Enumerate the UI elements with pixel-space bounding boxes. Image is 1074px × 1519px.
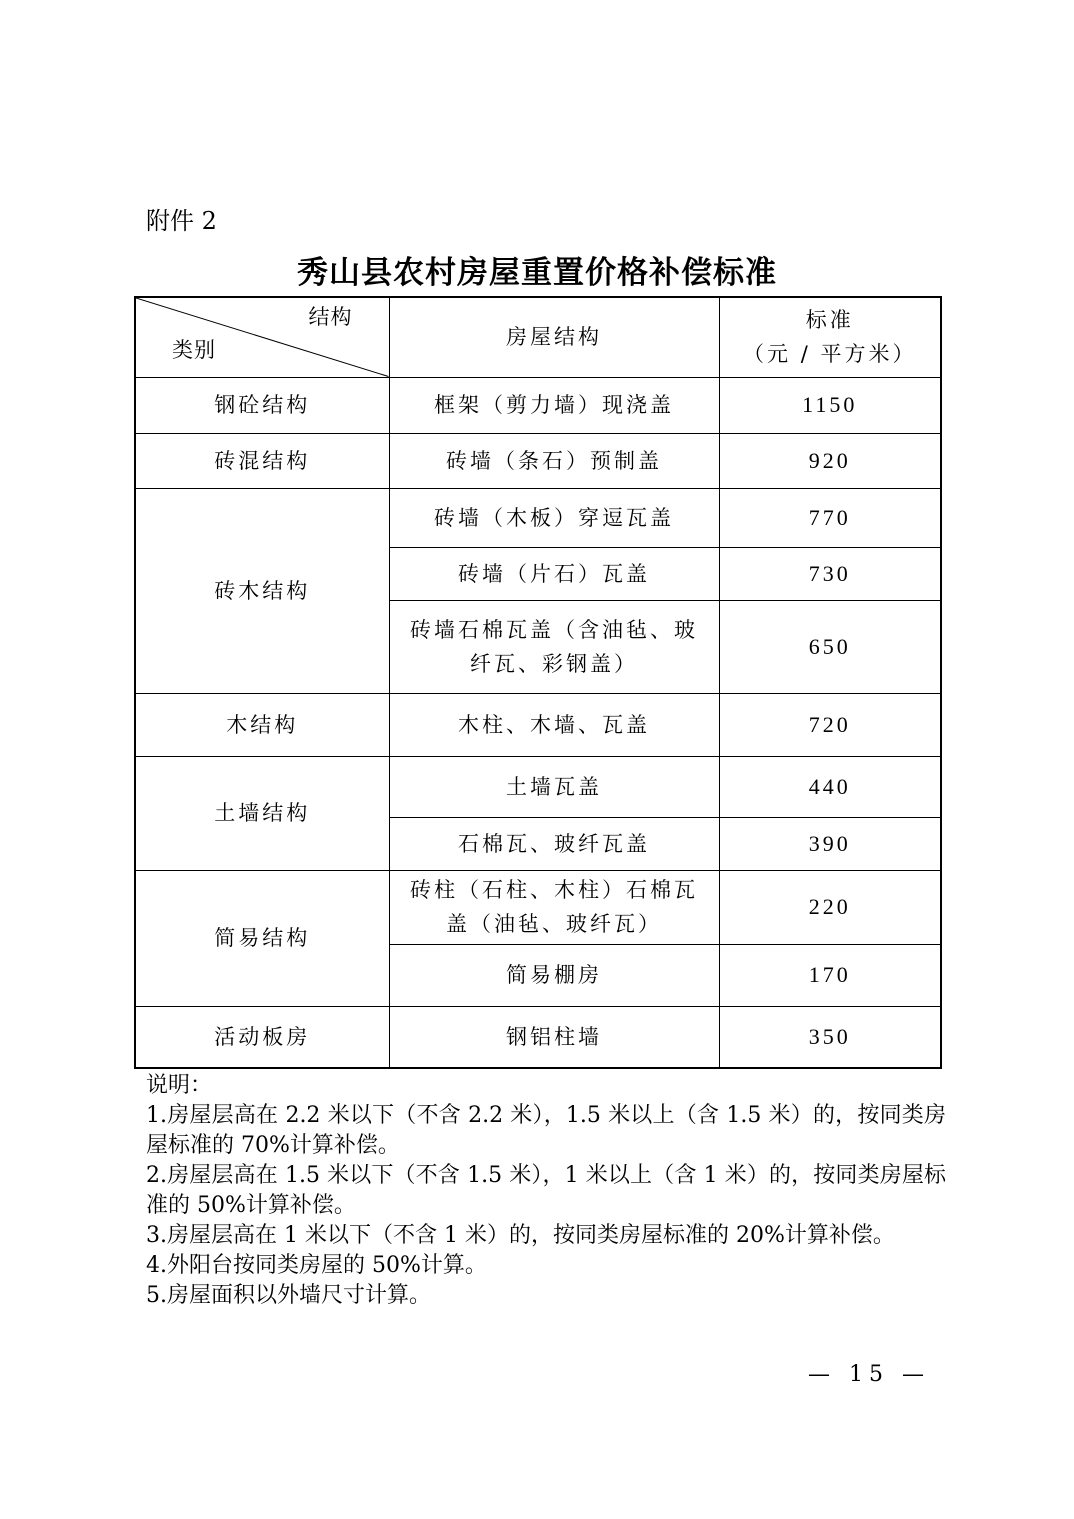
structure-cell: 石棉瓦、玻纤瓦盖: [389, 817, 719, 870]
structure-cell: 框架（剪力墙）现浇盖: [389, 377, 719, 433]
note-item: 4.外阳台按同类房屋的 50%计算。: [146, 1253, 487, 1278]
diagonal-header-cell: [135, 297, 389, 377]
price-cell: 730: [719, 547, 941, 600]
table-row: [135, 870, 941, 944]
header-standard-unit: （元 / 平方米）: [743, 342, 917, 367]
header-category-label: 类别: [172, 337, 216, 362]
document-title: 秀山县农村房屋重置价格补偿标准: [297, 255, 777, 291]
price-cell: 390: [719, 817, 941, 870]
structure-line: 盖（油毡、玻纤瓦）: [446, 912, 662, 936]
header-standard: [719, 297, 941, 377]
category-cell: 木结构: [135, 693, 389, 756]
structure-cell: 钢铝柱墙: [389, 1006, 719, 1068]
structure-line: 纤瓦、彩钢盖）: [470, 651, 638, 676]
price-cell: 1150: [719, 377, 941, 433]
structure-line: 砖柱（石柱、木柱）石棉瓦: [410, 878, 698, 902]
table-row: [135, 377, 941, 433]
header-house-structure: 房屋结构: [389, 297, 719, 377]
note-item: 2.房屋层高在 1.5 米以下（不含 1.5 米），1 米以上（含 1 米）的，按同类房屋标准的 50%计算补偿。: [146, 1163, 946, 1218]
notes-section: [146, 1071, 946, 1311]
price-cell: 770: [719, 488, 941, 547]
table-row: [135, 488, 941, 547]
category-cell: 活动板房: [135, 1006, 389, 1068]
category-cell: 钢砼结构: [135, 377, 389, 433]
category-cell: 简易结构: [135, 870, 389, 1006]
price-cell: 220: [719, 870, 941, 944]
structure-cell: [389, 870, 719, 944]
structure-line: 砖墙石棉瓦盖（含油毡、玻: [410, 617, 698, 642]
table-row: [135, 1006, 941, 1068]
price-cell: 350: [719, 1006, 941, 1068]
price-cell: 650: [719, 600, 941, 693]
structure-cell: 木柱、木墙、瓦盖: [389, 693, 719, 756]
category-cell: 砖混结构: [135, 433, 389, 488]
attachment-label: 附件 2: [146, 207, 217, 235]
table-row: [135, 693, 941, 756]
table-row: [135, 433, 941, 488]
compensation-table: [134, 296, 942, 1069]
price-cell: 920: [719, 433, 941, 488]
page-number: — 15 —: [808, 1362, 930, 1387]
note-item: 1.房屋层高在 2.2 米以下（不含 2.2 米），1.5 米以上（含 1.5 米）的，按同类房屋标准的 70%计算补偿。: [146, 1103, 946, 1158]
structure-cell: 砖墙（木板）穿逗瓦盖: [389, 488, 719, 547]
price-cell: 170: [719, 944, 941, 1006]
category-cell: 土墙结构: [135, 756, 389, 870]
header-structure-label: 结构: [308, 305, 353, 329]
table-row: [135, 756, 941, 817]
structure-cell: 砖墙（片石）瓦盖: [389, 547, 719, 600]
table-header-row: [135, 297, 941, 377]
note-item: 5.房屋面积以外墙尺寸计算。: [146, 1283, 431, 1308]
price-cell: 440: [719, 756, 941, 817]
structure-cell: [389, 600, 719, 693]
note-item: 3.房屋层高在 1 米以下（不含 1 米）的，按同类房屋标准的 20%计算补偿。: [146, 1223, 895, 1248]
structure-cell: 砖墙（条石）预制盖: [389, 433, 719, 488]
structure-cell: 简易棚房: [389, 944, 719, 1006]
structure-cell: 土墙瓦盖: [389, 756, 719, 817]
header-standard-line1: 标准: [805, 308, 854, 333]
notes-heading: 说明：: [146, 1073, 213, 1098]
price-cell: 720: [719, 693, 941, 756]
category-cell: 砖木结构: [135, 488, 389, 693]
